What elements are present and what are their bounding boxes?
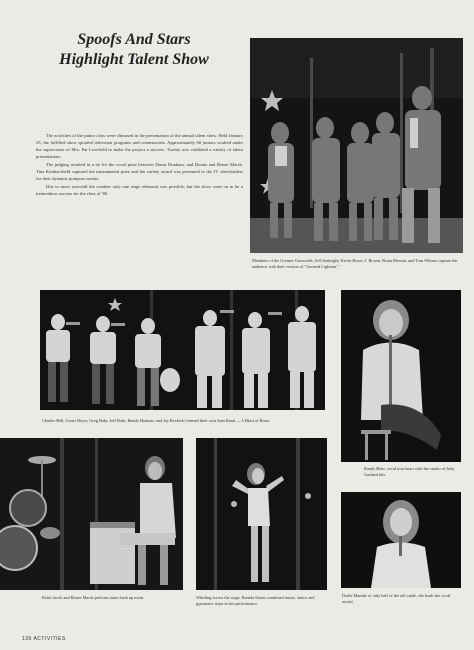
- caption-singer: Randy Bohr, vocal tour heart with her studio of Judy Garland hits.: [364, 466, 455, 477]
- photo-singer: [341, 290, 461, 462]
- photo-drums-piano: [0, 438, 183, 590]
- photo-dancer: [196, 438, 327, 590]
- title-line-2: Highlight Talent Show: [59, 51, 209, 68]
- page-title: [30, 30, 238, 70]
- photo-vocalist: [341, 492, 461, 588]
- article-paragraph: Due to more snowfall the weather only one stage rehearsal was possible, but the show went on to be a tremendous success for the class of '86.: [36, 184, 243, 196]
- caption-vocalist: Dodie Mander of only half of the tall cattle, she leads the vocal award.: [342, 593, 451, 604]
- article-body: [36, 132, 243, 198]
- photo-brass-band: [40, 290, 325, 410]
- photo-greasers: [250, 38, 463, 253]
- caption-greasers: Members of the Greaser Greasealls. Jeff Seabright, Kevin Beyer, J. Brown, Brian Merson, and Tom Wilmes capture the audience with their version of "Greased Lightnin'.": [252, 258, 458, 269]
- title-line-1: Spoofs And Stars: [77, 31, 191, 48]
- caption-drums-piano: Keith Jacob and Renee Marsh perform tunes back up mom.: [42, 595, 145, 600]
- page-footer: 136 ACTIVITIES: [22, 636, 66, 642]
- article-paragraph: The judging resulted in a tie for the vocal prize between Dawn Dunham, and Donna and Renee Marsh. Tina Kimberafield captured the instrumental prize and the variety award was presented to the JV cheerleaders for their dynamic pompon routine.: [36, 162, 243, 181]
- article-paragraph: The activities of the junior class were climaxed in the presentation of the annual talent show. Held January 25, the fulfilled show spoofed television programs and commercials. Approximately 60 juniors worked under the supervision of Mrs. Pat Lovefield to make the project a success. Twenty acts exhibited a variety of talent presentations.: [36, 133, 243, 159]
- caption-dancer: Whirling across the stage, Brenda Storm combined music, dance and gymnastic steps in her performance.: [196, 595, 315, 606]
- caption-brass-band: Charles Bell, Curtis Beyer, Greg Bohr, Jeff Bohr, Randy Herman, and Jay Reckerle formed their own Sam Band — A Blast of Brass.: [42, 418, 271, 423]
